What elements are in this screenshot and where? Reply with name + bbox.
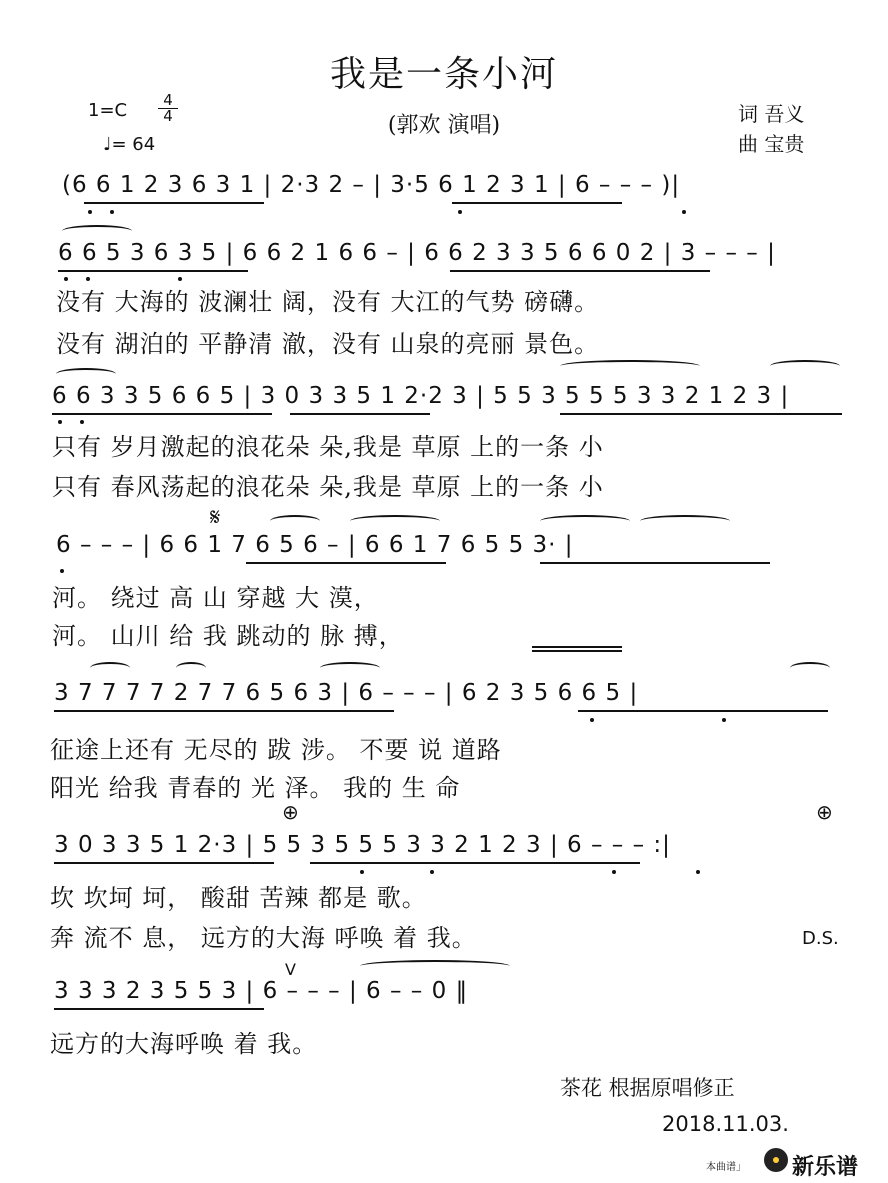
- date: 2018.11.03.: [662, 1112, 789, 1136]
- tempo-marking: ♩= 64: [103, 134, 156, 155]
- record-logo-icon: [764, 1148, 788, 1172]
- lyric-row-6-verse-1: 坎 坎坷 坷， 酸甜 苦辣 都是 歌。: [50, 884, 427, 912]
- lyric-row-2-verse-2: 没有 湖泊的 平静清 澈，没有 山泉的亮丽 景色。: [56, 330, 600, 358]
- lyric-row-4-verse-2: 河。 山川 给 我 跳动的 脉 搏，: [52, 622, 404, 650]
- notation-row-5: 3 7 7 7 7 2 7 7 6 5 6 3 | 6 – – – | 6 2 3 5 6 6 5 |: [54, 680, 639, 706]
- lyric-row-3-verse-2: 只有 春风荡起的浪花朵 朵,我是 草原 上的一条 小: [52, 473, 604, 501]
- song-title: 我是一条小河: [329, 54, 558, 95]
- notation-row-2: 6 6 5 3 6 3 5 | 6 6 2 1 6 6 – | 6 6 2 3 3 5 6 6 0 2 | 3 – – – |: [58, 240, 776, 266]
- performer: (郭欢 演唱): [387, 113, 501, 138]
- coda-icon: ⊕: [282, 800, 299, 824]
- notation-row-3: 6 6 3 3 5 6 6 5 | 3 0 3 3 5 1 2·2 3 | 5 5 3 5 5 5 3 3 2 1 2 3 |: [52, 383, 790, 409]
- lyric-row-4-verse-1: 河。 绕过 高 山 穿越 大 漠，: [52, 584, 379, 612]
- composer-credit: 曲 宝贵: [738, 132, 805, 156]
- notation-row-intro: (6 6 1 2 3 6 3 1 | 2·3 2 – | 3·5 6 1 2 3 1 | 6 – – – )|: [62, 172, 681, 198]
- correction-credit: 茶花 根据原唱修正: [560, 1076, 735, 1100]
- lyric-row-coda: 远方的大海呼唤 着 我。: [50, 1030, 318, 1058]
- segno-icon: 𝄋: [210, 503, 221, 531]
- lyric-row-5-verse-1: 征途上还有 无尽的 跋 涉。 不要 说 道路: [50, 736, 502, 764]
- lyric-row-6-verse-2: 奔 流不 息， 远方的大海 呼唤 着 我。: [50, 924, 477, 952]
- dal-segno-marking: D.S.: [802, 928, 839, 949]
- lyric-row-3-verse-1: 只有 岁月激起的浪花朵 朵,我是 草原 上的一条 小: [52, 433, 604, 461]
- notation-row-coda: 3 3 3 2 3 5 5 3 | 6 – – – | 6 – – 0 ‖: [54, 978, 469, 1004]
- time-signature: 4 4: [158, 93, 178, 124]
- brand-prefix: 本曲谱」: [706, 1162, 746, 1173]
- lyricist-credit: 词 吾义: [738, 102, 805, 126]
- breath-mark-icon: V: [285, 960, 296, 979]
- coda-icon-2: ⊕: [816, 800, 833, 824]
- lyric-row-2-verse-1: 没有 大海的 波澜壮 阔，没有 大江的气势 磅礴。: [56, 288, 600, 316]
- notation-row-6: 3 0 3 3 5 1 2·3 | 5 5 3 5 5 5 3 3 2 1 2 3 | 6 – – – :|: [54, 832, 671, 858]
- lyric-row-5-verse-2: 阳光 给我 青春的 光 泽。 我的 生 命: [50, 774, 461, 802]
- key-signature: 1=C: [88, 100, 128, 121]
- notation-row-4: 6 – – – | 6 6 1 7 6 5 6 – | 6 6 1 7 6 5 5 3· |: [56, 532, 574, 558]
- brand-name: 新乐谱: [792, 1155, 859, 1180]
